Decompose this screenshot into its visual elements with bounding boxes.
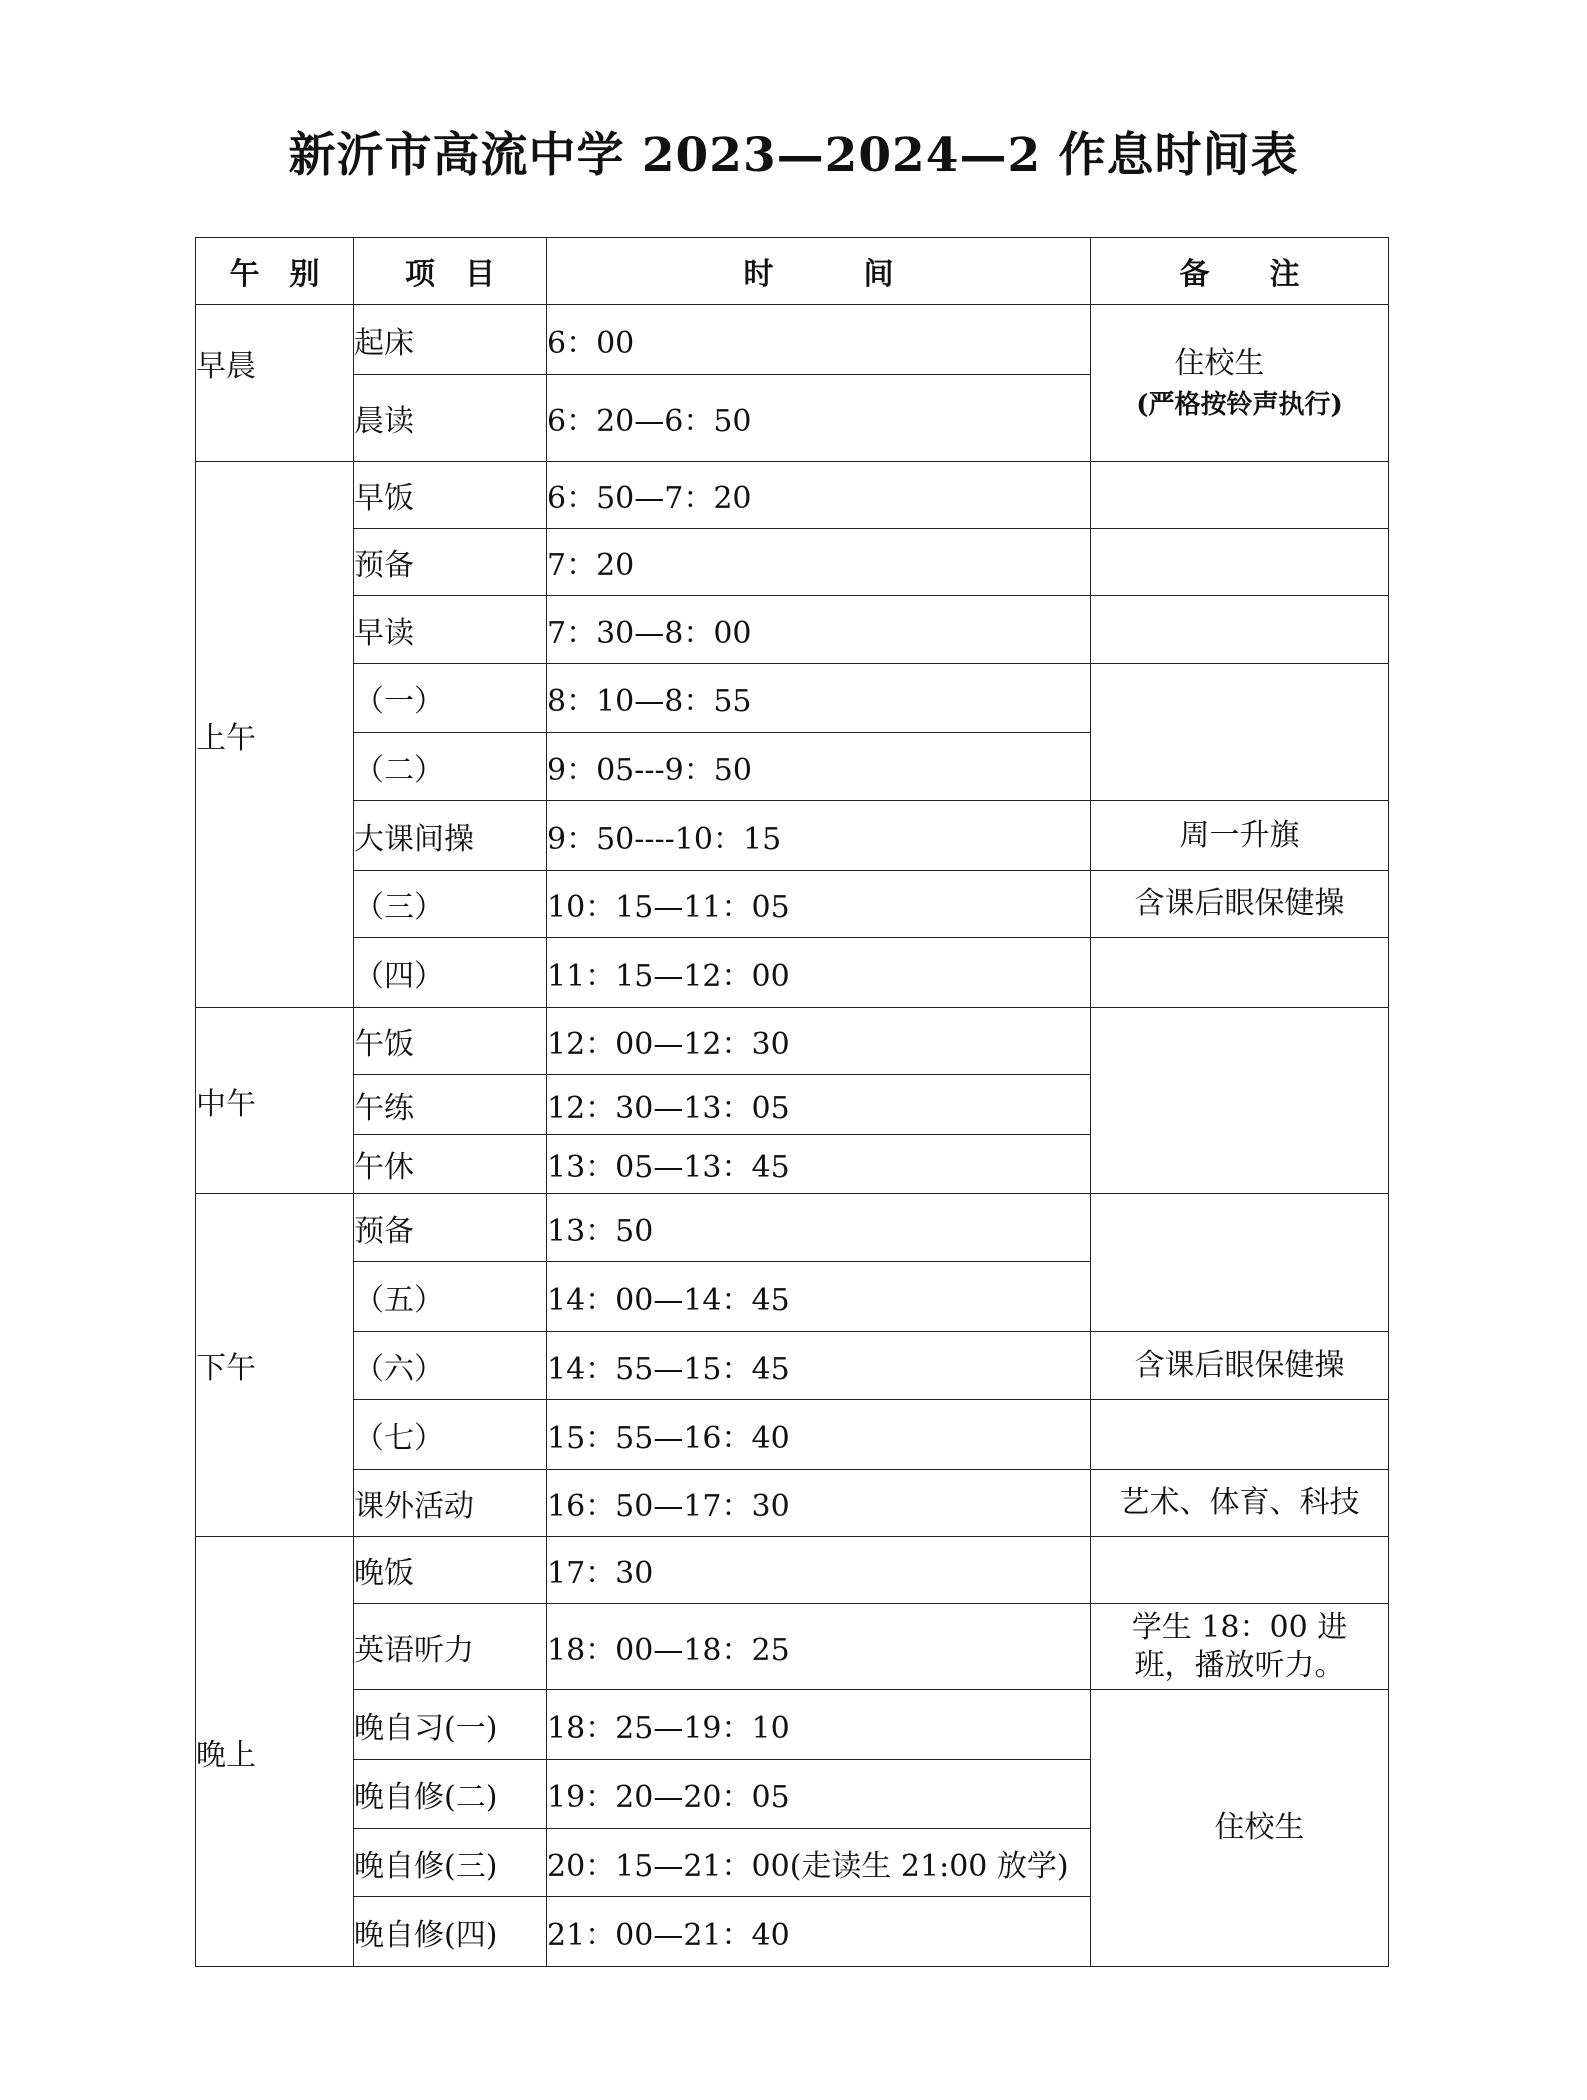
table-row	[196, 664, 1389, 733]
item-cell: （二）	[354, 733, 547, 801]
period-am: 上午	[196, 462, 354, 1008]
note-listening: 学生 18：00 进班，播放听力。	[1091, 1604, 1389, 1690]
time-cell: 10：15—11：05	[547, 871, 1091, 938]
item-cell: 晚自习(一)	[354, 1690, 547, 1760]
item-cell: （五）	[354, 1262, 547, 1332]
time-cell: 6：00	[547, 305, 1091, 375]
time-cell: 8：10—8：55	[547, 664, 1091, 733]
table-row	[196, 1470, 1389, 1537]
time-cell: 9：50----10：15	[547, 801, 1091, 871]
item-cell: （三）	[354, 871, 547, 938]
time-cell: 19：20—20：05	[547, 1760, 1091, 1829]
time-cell: 16：50—17：30	[547, 1470, 1091, 1537]
item-cell: 晨读	[354, 375, 547, 462]
table-row	[196, 1400, 1389, 1470]
time-cell: 6：20—6：50	[547, 375, 1091, 462]
note-empty	[1091, 938, 1389, 1008]
time-cell: 12：30—13：05	[547, 1075, 1091, 1135]
note-boarding-main: 住校生	[1174, 346, 1265, 381]
note-flag: 周一升旗	[1091, 801, 1389, 871]
table-row	[196, 871, 1389, 938]
header-item: 项 目	[354, 238, 547, 305]
item-cell: （一）	[354, 664, 547, 733]
item-cell: 早读	[354, 596, 547, 664]
note-empty	[1091, 529, 1389, 596]
item-cell: 午饭	[354, 1008, 547, 1075]
note-boarding	[1091, 305, 1389, 462]
table-row	[196, 305, 1389, 375]
table-row	[196, 529, 1389, 596]
period-evening: 晚上	[196, 1537, 354, 1967]
time-cell: 13：50	[547, 1194, 1091, 1262]
header-period: 午 别	[196, 238, 354, 305]
time-cell: 9：05---9：50	[547, 733, 1091, 801]
table-row	[196, 801, 1389, 871]
item-cell: 晚饭	[354, 1537, 547, 1604]
time-cell: 6：50—7：20	[547, 462, 1091, 529]
time-cell: 13：05—13：45	[547, 1135, 1091, 1194]
header-time: 时 间	[547, 238, 1091, 305]
item-cell: （四）	[354, 938, 547, 1008]
time-cell: 7：20	[547, 529, 1091, 596]
time-cell: 15：55—16：40	[547, 1400, 1091, 1470]
item-cell: 大课间操	[354, 801, 547, 871]
time-cell: 14：00—14：45	[547, 1262, 1091, 1332]
note-bell: (严格按铃声执行)	[1136, 389, 1343, 420]
item-cell: 课外活动	[354, 1470, 547, 1537]
item-cell: 晚自修(二)	[354, 1760, 547, 1829]
note-activity: 艺术、体育、科技	[1091, 1470, 1389, 1537]
table-row	[196, 1604, 1389, 1690]
item-cell: 晚自修(四)	[354, 1897, 547, 1967]
time-cell: 18：00—18：25	[547, 1604, 1091, 1690]
note-eye-am: 含课后眼保健操	[1091, 871, 1389, 938]
table-row	[196, 1690, 1389, 1760]
note-empty	[1091, 664, 1389, 801]
item-cell: 预备	[354, 529, 547, 596]
item-cell: 晚自修(三)	[354, 1829, 547, 1897]
time-cell: 17：30	[547, 1537, 1091, 1604]
time-cell: 14：55—15：45	[547, 1332, 1091, 1400]
item-cell: （七）	[354, 1400, 547, 1470]
time-cell: 7：30—8：00	[547, 596, 1091, 664]
item-cell: 预备	[354, 1194, 547, 1262]
item-cell: （六）	[354, 1332, 547, 1400]
header-note: 备 注	[1091, 238, 1389, 305]
time-cell: 18：25—19：10	[547, 1690, 1091, 1760]
period-morning: 早晨	[196, 305, 354, 462]
period-noon: 中午	[196, 1008, 354, 1194]
item-cell: 英语听力	[354, 1604, 547, 1690]
note-empty	[1091, 1008, 1389, 1194]
table-row	[196, 1194, 1389, 1262]
note-empty	[1091, 1537, 1389, 1604]
item-cell: 午休	[354, 1135, 547, 1194]
item-cell: 起床	[354, 305, 547, 375]
table-row	[196, 1332, 1389, 1400]
page-title: 新沂市高流中学 2023—2024—2 作息时间表	[288, 128, 1299, 183]
period-pm: 下午	[196, 1194, 354, 1537]
table-row	[196, 938, 1389, 1008]
time-cell: 12：00—12：30	[547, 1008, 1091, 1075]
note-empty	[1091, 1194, 1389, 1332]
note-empty	[1091, 1400, 1389, 1470]
note-boarding-evening: 住校生	[1091, 1690, 1389, 1967]
table-row	[196, 1008, 1389, 1075]
item-cell: 午练	[354, 1075, 547, 1135]
table-row	[196, 1537, 1389, 1604]
item-cell: 早饭	[354, 462, 547, 529]
table-row	[196, 462, 1389, 529]
note-empty	[1091, 596, 1389, 664]
schedule-table	[195, 237, 1389, 1967]
table-row	[196, 596, 1389, 664]
note-eye-pm: 含课后眼保健操	[1091, 1332, 1389, 1400]
time-cell: 21：00—21：40	[547, 1897, 1091, 1967]
note-empty	[1091, 462, 1389, 529]
header-row	[196, 238, 1389, 305]
time-cell: 11：15—12：00	[547, 938, 1091, 1008]
time-cell: 20：15—21：00(走读生 21:00 放学)	[547, 1829, 1091, 1897]
